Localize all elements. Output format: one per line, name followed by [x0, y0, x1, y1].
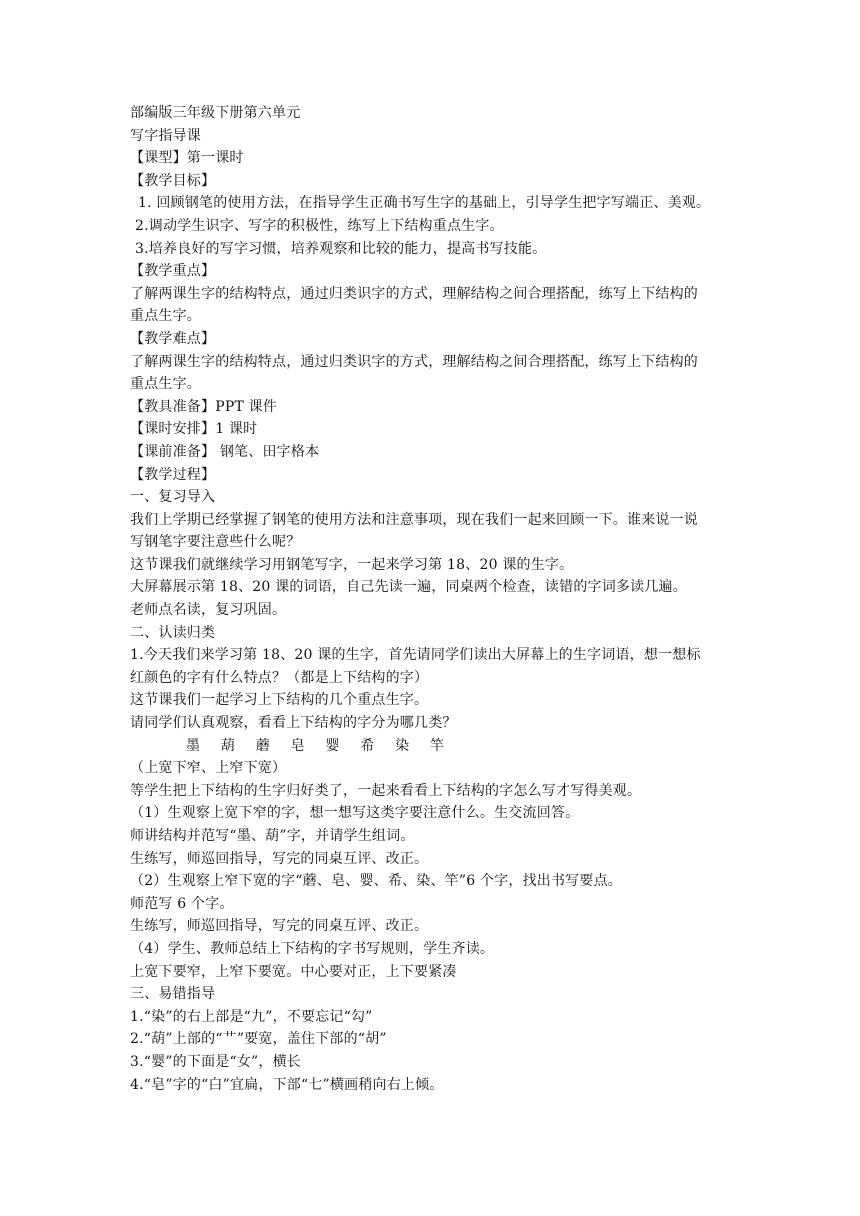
- doc-line-key-points-1: 了解两课生字的结构特点，通过归类识字的方式，理解结构之间合理搭配，练写上下结构的: [130, 285, 698, 302]
- doc-line-schedule: 【课时安排】1 课时: [130, 421, 258, 438]
- character-item: 皂: [290, 737, 305, 754]
- character-item: 希: [360, 737, 375, 754]
- doc-line-review-1: 我们上学期已经掌握了钢笔的使用方法和注意事项，现在我们一起来回顾一下。谁来说一说: [130, 511, 698, 528]
- character-item: 染: [395, 737, 410, 754]
- doc-line-demo-1: 师讲结构并范写“墨、葫”字，并请学生组词。: [130, 828, 415, 844]
- doc-line-error-3: 3.“婴”的下面是“女”，横长: [130, 1053, 301, 1070]
- doc-line-review-2: 写钢笔字要注意些什么呢？: [130, 534, 301, 551]
- character-item: 墨: [186, 737, 201, 754]
- doc-line-error-4: 4.“皂”字的“白”宜扁，下部“七”横画稍向右上倾。: [130, 1076, 444, 1093]
- doc-line-practice-2: 生练写，师巡回指导，写完的同桌互评、改正。: [130, 918, 429, 935]
- doc-heading-difficulties: 【教学难点】: [130, 330, 216, 347]
- doc-line-review-4: 大屏幕展示第 18、20 课的词语，自己先读一遍，同桌两个检查，读错的字词多读几遍。: [130, 579, 687, 596]
- doc-line-error-1: 1.“染”的右上部是“九”，不要忘记“勾”: [130, 1008, 373, 1025]
- doc-line-review-3: 这节课我们就继续学习用钢笔写字，一起来学习第 18、20 课的生字。: [130, 556, 574, 573]
- doc-heading-process: 【教学过程】: [130, 466, 216, 483]
- doc-heading-goals: 【教学目标】: [130, 172, 216, 189]
- doc-line-preparation: 【课前准备】 钢笔、田字格本: [130, 443, 320, 460]
- character-item: 葫: [220, 737, 236, 754]
- character-item: 竿: [430, 737, 445, 754]
- doc-line-classify-2: 红颜色的字有什么特点？（都是上下结构的字）: [130, 669, 429, 686]
- doc-line-unit: 部编版三年级下册第六单元: [130, 105, 301, 121]
- doc-line-classify-3: 这节课我们一起学习上下结构的几个重点生字。: [130, 692, 429, 709]
- doc-line-categories: （上宽下窄、上窄下宽）: [130, 760, 287, 777]
- doc-line-demo-2: 师范写 6 个字。: [130, 895, 234, 912]
- doc-line-lesson-title: 写字指导课: [130, 127, 201, 144]
- doc-line-step-4: （4）学生、教师总结上下结构的字书写规则，学生齐读。: [130, 940, 495, 957]
- doc-line-key-points-2: 重点生字。: [130, 308, 201, 325]
- doc-line-step-2: （2）生观察上窄下宽的字“蘑、皂、婴、希、染、竿”6 个字，找出书写要点。: [130, 873, 622, 890]
- doc-line-rule: 上宽下要窄，上窄下要宽。中心要对正，上下要紧凑: [130, 963, 457, 980]
- character-list: [130, 735, 740, 758]
- doc-heading-key-points: 【教学重点】: [130, 263, 216, 280]
- doc-line-step-1: （1）生观察上宽下窄的字，想一想写这类字要注意什么。生交流回答。: [130, 805, 580, 822]
- doc-line-difficulties-2: 重点生字。: [130, 376, 201, 393]
- doc-line-teaching-aids: 【教具准备】PPT 课件: [130, 398, 278, 415]
- doc-line-error-2: 2.“葫”上部的“艹”要宽，盖住下部的“胡”: [130, 1031, 387, 1048]
- doc-line-review-5: 老师点名读，复习巩固。: [130, 602, 287, 619]
- doc-line-difficulties-1: 了解两课生字的结构特点，通过归类识字的方式，理解结构之间合理搭配，练写上下结构的: [130, 353, 698, 370]
- doc-line-goal-3: 3.培养良好的写字习惯，培养观察和比较的能力，提高书写技能。: [135, 240, 547, 257]
- character-item: 蘑: [255, 737, 270, 754]
- doc-heading-section-3: 三、易错指导: [130, 986, 216, 1003]
- doc-line-practice-intro: 等学生把上下结构的生字归好类了，一起来看看上下结构的字怎么写才写得美观。: [130, 782, 642, 799]
- doc-line-practice-1: 生练写，师巡回指导，写完的同桌互评、改正。: [130, 850, 429, 867]
- doc-line-classify-4: 请同学们认真观察，看看上下结构的字分为哪几类？: [130, 715, 457, 732]
- doc-heading-section-2: 二、认读归类: [130, 624, 216, 641]
- document-page: [130, 102, 740, 1096]
- doc-line-goal-2: 2.调动学生识字、写字的积极性，练写上下结构重点生字。: [135, 217, 504, 234]
- doc-line-lesson-type: 【课型】第一课时: [130, 150, 244, 167]
- doc-line-goal-1: 1. 回顾钢笔的使用方法，在指导学生正确书写生字的基础上，引导学生把字写端正、美观。: [138, 195, 711, 212]
- doc-line-classify-1: 1.今天我们来学习第 18、20 课的生字，首先请同学们读出大屏幕上的生字词语，想一想标: [130, 647, 701, 664]
- doc-heading-section-1: 一、复习导入: [130, 489, 216, 506]
- character-item: 婴: [325, 737, 340, 754]
